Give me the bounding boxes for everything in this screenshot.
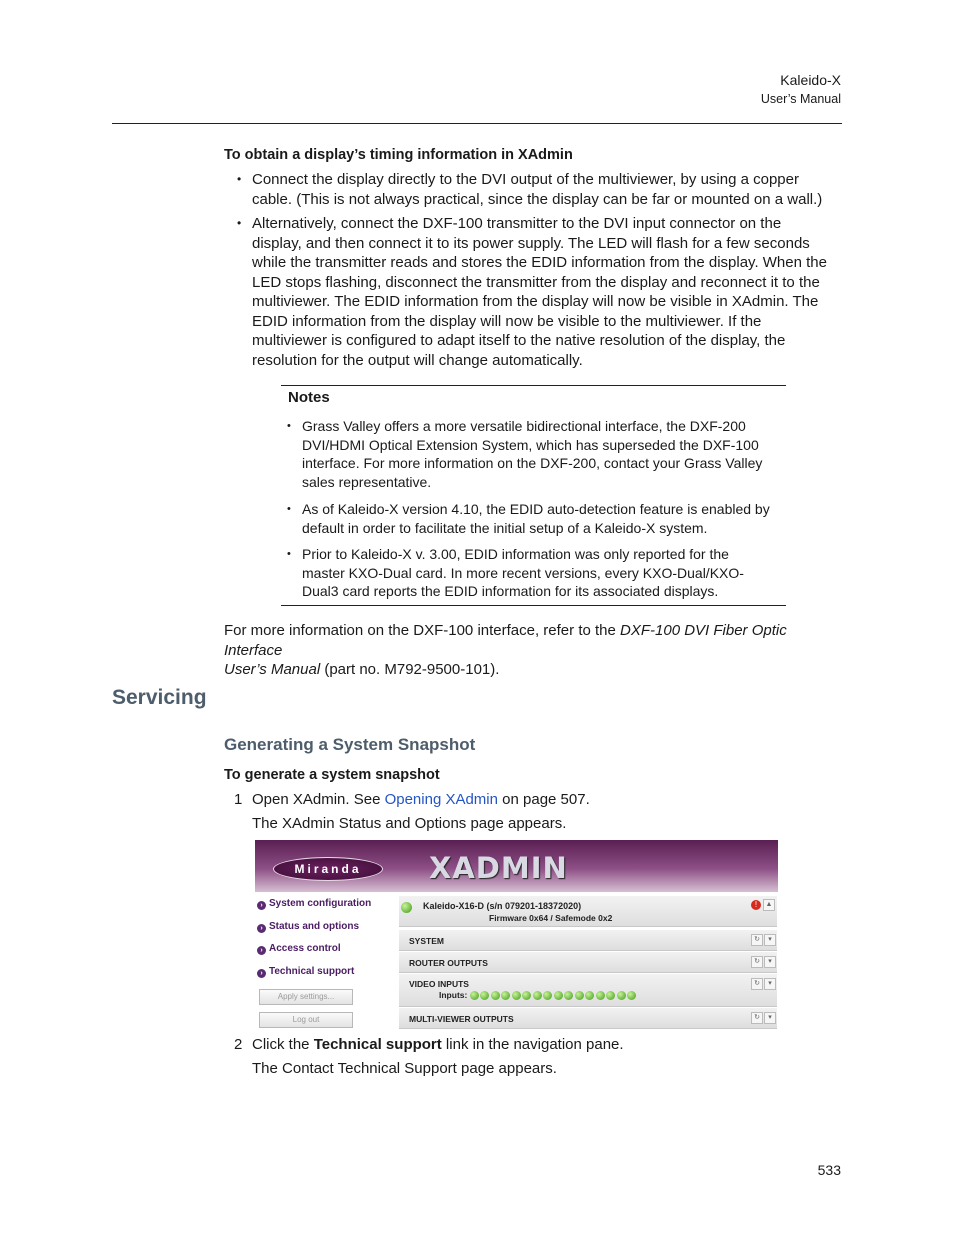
step-1-text: Open XAdmin. See Opening XAdmin on page 507. bbox=[252, 791, 590, 808]
subsection-heading: Generating a System Snapshot bbox=[224, 735, 476, 754]
input-led-7 bbox=[533, 991, 542, 1000]
bullet-dot: • bbox=[287, 503, 291, 515]
bullet-2-line-2: display, and then connect it to its power supply. The LED will flash for a few seconds bbox=[252, 234, 810, 252]
scroll-up-icon[interactable]: ▲ bbox=[763, 899, 775, 911]
multiviewer-outputs-label: MULTI-VIEWER OUTPUTS bbox=[409, 1014, 514, 1024]
router-outputs-label: ROUTER OUTPUTS bbox=[409, 958, 488, 968]
device-status-row bbox=[399, 896, 777, 927]
notes-top-rule bbox=[281, 385, 786, 386]
refresh-icon[interactable]: ↻ bbox=[751, 978, 763, 990]
input-led-10 bbox=[564, 991, 573, 1000]
bullet-2-line-3: while the transmitter reads and stores the EDID information from the display. When the bbox=[252, 254, 827, 271]
nav-access-control[interactable]: › Access control bbox=[257, 943, 341, 955]
input-led-12 bbox=[585, 991, 594, 1000]
alert-icon[interactable]: ! bbox=[751, 900, 761, 910]
input-leds bbox=[470, 990, 638, 1000]
nav-status-and-options[interactable]: › Status and options bbox=[257, 921, 359, 933]
system-row[interactable] bbox=[399, 930, 777, 951]
bullet-2-line-6: EDID information from the display will now be visible to the multiviewer. If the bbox=[252, 312, 762, 330]
input-led-5 bbox=[512, 991, 521, 1000]
refresh-icon[interactable]: ↻ bbox=[751, 934, 763, 946]
step-2-text: Click the Technical support link in the navigation pane. bbox=[252, 1036, 624, 1053]
input-led-15 bbox=[617, 991, 626, 1000]
miranda-logo: Miranda bbox=[273, 857, 383, 881]
manual-title-cont: User’s Manual bbox=[224, 661, 321, 678]
input-led-8 bbox=[543, 991, 552, 1000]
bullet-2-line-5: multiviewer. The EDID information from the display will now be visible in XAdmin. The bbox=[252, 293, 819, 310]
bullet-2-line-1: Alternatively, connect the DXF-100 transmitter to the DVI input connector on the bbox=[252, 215, 782, 232]
chevron-down-icon[interactable]: ▾ bbox=[764, 1012, 776, 1024]
router-outputs-row[interactable] bbox=[399, 952, 777, 973]
input-led-6 bbox=[522, 991, 531, 1000]
logout-button[interactable]: Log out bbox=[259, 1012, 353, 1028]
technical-support-term: Technical support bbox=[313, 1036, 442, 1053]
note-3-line-2: master KXO-Dual card. In more recent versions, every KXO-Dual/KXO- bbox=[302, 564, 744, 581]
nav-system-configuration[interactable]: › System configuration bbox=[257, 898, 371, 910]
inputs-status bbox=[439, 990, 638, 1000]
arrow-icon: › bbox=[257, 901, 266, 910]
note-2-line-2: default in order to facilitate the initial setup of a Kaleido-X system. bbox=[302, 519, 708, 536]
note-1 bbox=[287, 417, 763, 491]
device-firmware: Firmware 0x64 / Safemode 0x2 bbox=[489, 913, 613, 923]
input-led-1 bbox=[470, 991, 479, 1000]
video-inputs-row[interactable] bbox=[399, 974, 777, 1007]
video-inputs-label: VIDEO INPUTS bbox=[409, 979, 469, 989]
input-led-14 bbox=[606, 991, 615, 1000]
refresh-icon[interactable]: ↻ bbox=[751, 1012, 763, 1024]
notes-bottom-rule bbox=[281, 605, 786, 606]
bullet-1-line-2: cable. (This is not always practical, since the display can be far or mounted on a wall.) bbox=[252, 190, 823, 208]
manual-title: DXF-100 DVI Fiber Optic Interface bbox=[224, 622, 787, 659]
header-product: Kaleido-X bbox=[780, 72, 841, 88]
bullet-dot: • bbox=[287, 548, 291, 560]
bullet-1 bbox=[237, 170, 823, 209]
step-1-number: 1 bbox=[234, 791, 243, 808]
bullet-2-line-4: LED stops flashing, disconnect the transmitter from the display and reconnect it to the bbox=[252, 273, 820, 291]
note-1-line-2: DVI/HDMI Optical Extension System, which has superseded the DXF-100 bbox=[302, 436, 759, 453]
inputs-label: Inputs: bbox=[439, 990, 468, 1000]
procedure-heading: To obtain a display’s timing information in XAdmin bbox=[224, 147, 573, 163]
xadmin-banner bbox=[255, 840, 778, 892]
section-heading: Servicing bbox=[112, 686, 207, 709]
bullet-dot: • bbox=[237, 216, 242, 230]
header-rule bbox=[112, 123, 842, 124]
system-label: SYSTEM bbox=[409, 936, 444, 946]
xadmin-screenshot bbox=[255, 840, 778, 1029]
more-info-line-2: User’s Manual (part no. M792-9500-101). bbox=[224, 661, 500, 678]
header-doc: User’s Manual bbox=[760, 92, 841, 106]
nav-technical-support[interactable]: › Technical support bbox=[257, 966, 354, 978]
device-name: Kaleido-X16-D (s/n 079201-18372020) bbox=[423, 901, 582, 911]
more-info-paragraph bbox=[224, 621, 844, 680]
multiviewer-outputs-row[interactable] bbox=[399, 1008, 777, 1029]
note-3-line-1: Prior to Kaleido-X v. 3.00, EDID information was only reported for the bbox=[302, 546, 729, 562]
note-2 bbox=[287, 500, 770, 537]
input-led-16 bbox=[627, 991, 636, 1000]
page-number: 533 bbox=[817, 1162, 841, 1178]
chevron-down-icon[interactable]: ▾ bbox=[764, 956, 776, 968]
device-status-led bbox=[401, 902, 412, 913]
xadmin-logo: XADMIN bbox=[429, 851, 568, 885]
input-led-13 bbox=[596, 991, 605, 1000]
input-led-9 bbox=[554, 991, 563, 1000]
step-1-result: The XAdmin Status and Options page appears. bbox=[252, 815, 567, 832]
bullet-2-line-7: multiviewer is configured to adapt itself to the native resolution of the display, the bbox=[252, 332, 786, 349]
input-led-3 bbox=[491, 991, 500, 1000]
input-led-4 bbox=[501, 991, 510, 1000]
step-2-number: 2 bbox=[234, 1036, 243, 1053]
note-1-line-1: Grass Valley offers a more versatile bidirectional interface, the DXF-200 bbox=[302, 418, 746, 434]
notes-title: Notes bbox=[288, 389, 330, 406]
bullet-2-line-8: resolution for the output will change automatically. bbox=[252, 351, 583, 369]
apply-settings-button[interactable]: Apply settings... bbox=[259, 989, 353, 1005]
bullet-dot: • bbox=[287, 420, 291, 432]
input-led-2 bbox=[480, 991, 489, 1000]
note-1-line-4: sales representative. bbox=[302, 473, 432, 490]
step-2-result: The Contact Technical Support page appears. bbox=[252, 1060, 557, 1077]
refresh-icon[interactable]: ↻ bbox=[751, 956, 763, 968]
more-info-line-1: For more information on the DXF-100 interface, refer to the DXF-100 DVI Fiber Optic Interface bbox=[224, 622, 787, 659]
chevron-down-icon[interactable]: ▾ bbox=[764, 978, 776, 990]
note-2-line-1: As of Kaleido-X version 4.10, the EDID auto-detection feature is enabled by bbox=[302, 501, 770, 517]
chevron-down-icon[interactable]: ▾ bbox=[764, 934, 776, 946]
arrow-icon: › bbox=[257, 924, 266, 933]
arrow-icon: › bbox=[257, 969, 266, 978]
bullet-2 bbox=[237, 214, 827, 370]
arrow-icon: › bbox=[257, 946, 266, 955]
bullet-dot: • bbox=[237, 172, 242, 186]
input-led-11 bbox=[575, 991, 584, 1000]
procedure-title: To generate a system snapshot bbox=[224, 767, 440, 783]
note-3-line-3: Dual3 card reports the EDID information for its associated displays. bbox=[302, 583, 719, 599]
note-1-line-3: interface. For more information on the DXF-200, contact your Grass Valley bbox=[302, 455, 763, 471]
bullet-1-line-1: Connect the display directly to the DVI output of the multiviewer, by using a copper bbox=[252, 171, 799, 188]
opening-xadmin-link[interactable]: Opening XAdmin bbox=[384, 791, 498, 808]
note-3 bbox=[287, 545, 744, 601]
